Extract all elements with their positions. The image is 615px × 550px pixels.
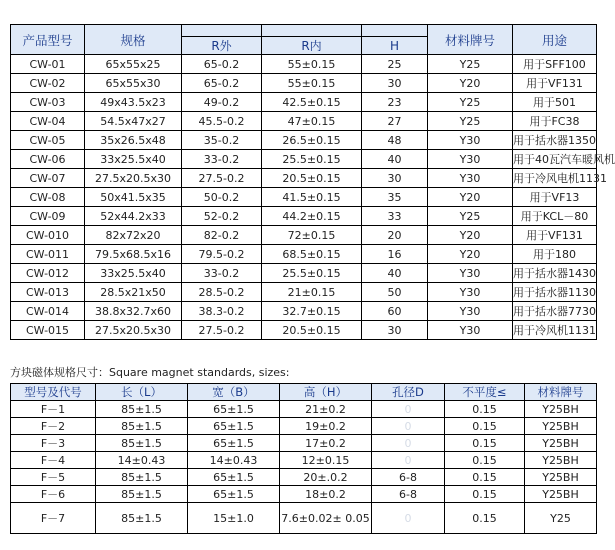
cell-spec: 49x43.5x23 (85, 93, 182, 112)
header-material: 材料牌号 (428, 25, 513, 55)
cell-r-outer: 27.5-0.2 (182, 321, 262, 340)
cell-flatness: 0.15 (445, 401, 525, 418)
cell-r-inner: 55±0.15 (262, 55, 362, 74)
cell-material: Y30 (428, 150, 513, 169)
cell-r-inner: 32.7±0.15 (262, 302, 362, 321)
cell-material-grade: Y25BH (525, 469, 597, 486)
cell-h: 23 (362, 93, 428, 112)
cell-model: CW-04 (11, 112, 85, 131)
cell-r-outer: 49-0.2 (182, 93, 262, 112)
header-r-inner: R内 (262, 37, 362, 55)
cell-r-outer: 65-0.2 (182, 55, 262, 74)
cell-r-inner: 55±0.15 (262, 74, 362, 93)
cell-usage: 用于括水器1130 (513, 283, 597, 302)
table-row (11, 452, 597, 469)
cell-material-grade: Y25BH (525, 401, 597, 418)
header-model: 产品型号 (11, 25, 85, 55)
cell-spec: 28.5x21x50 (85, 283, 182, 302)
cell-material-grade: Y25BH (525, 486, 597, 503)
cell-model: CW-08 (11, 188, 85, 207)
cell-model-code: F－1 (11, 401, 96, 418)
cell-spec: 82x72x20 (85, 226, 182, 245)
cell-width: 65±1.5 (188, 418, 280, 435)
cell-r-inner: 44.2±0.15 (262, 207, 362, 226)
cell-model: CW-05 (11, 131, 85, 150)
cell-usage: 用于180 (513, 245, 597, 264)
cell-height: 12±0.15 (280, 452, 372, 469)
cell-hole: 0 (372, 401, 445, 418)
cell-model: CW-09 (11, 207, 85, 226)
cell-material-grade: Y25BH (525, 452, 597, 469)
table-row (11, 418, 597, 435)
cell-spec: 27.5x20.5x30 (85, 321, 182, 340)
cell-material: Y20 (428, 74, 513, 93)
cell-flatness: 0.15 (445, 503, 525, 534)
cell-h: 48 (362, 131, 428, 150)
cell-h: 35 (362, 188, 428, 207)
cell-r-inner: 26.5±0.15 (262, 131, 362, 150)
cell-width: 65±1.5 (188, 401, 280, 418)
cell-h: 40 (362, 150, 428, 169)
cell-height: 17±0.2 (280, 435, 372, 452)
cell-material-grade: Y25 (525, 503, 597, 534)
cell-r-outer: 82-0.2 (182, 226, 262, 245)
cell-length: 85±1.5 (96, 486, 188, 503)
cell-model-code: F－5 (11, 469, 96, 486)
cell-model-code: F－6 (11, 486, 96, 503)
cell-usage: 用于KCL－80 (513, 207, 597, 226)
cell-usage: 用于SFF100 (513, 55, 597, 74)
cell-model: CW-014 (11, 302, 85, 321)
table-row (11, 321, 597, 340)
cell-width: 15±1.0 (188, 503, 280, 534)
cell-length: 85±1.5 (96, 503, 188, 534)
header-height: 高（H） (280, 384, 372, 401)
cell-width: 65±1.5 (188, 486, 280, 503)
table-row (11, 188, 597, 207)
cell-r-outer: 38.3-0.2 (182, 302, 262, 321)
table-row (11, 169, 597, 188)
cell-model: CW-011 (11, 245, 85, 264)
cell-usage: 用于40瓦汽车暖风机 (513, 150, 597, 169)
cell-spec: 65x55x30 (85, 74, 182, 93)
table-row (11, 74, 597, 93)
cell-material-grade: Y25BH (525, 418, 597, 435)
header-length: 长（L） (96, 384, 188, 401)
table-row (11, 112, 597, 131)
cell-r-outer: 52-0.2 (182, 207, 262, 226)
cell-model: CW-015 (11, 321, 85, 340)
cell-r-outer: 35-0.2 (182, 131, 262, 150)
table-row (11, 245, 597, 264)
cell-r-inner: 20.5±0.15 (262, 169, 362, 188)
table-row (11, 207, 597, 226)
cell-hole: 6-8 (372, 486, 445, 503)
table-row (11, 264, 597, 283)
square-magnet-rows (11, 401, 597, 534)
cell-r-inner: 25.5±0.15 (262, 264, 362, 283)
table-row (11, 55, 597, 74)
cell-h: 50 (362, 283, 428, 302)
cell-length: 85±1.5 (96, 435, 188, 452)
cell-height: 21±0.2 (280, 401, 372, 418)
table-row (11, 302, 597, 321)
cell-spec: 38.8x32.7x60 (85, 302, 182, 321)
header-width: 宽（B） (188, 384, 280, 401)
cell-h: 30 (362, 169, 428, 188)
table-row (11, 150, 597, 169)
cell-material: Y30 (428, 321, 513, 340)
cell-flatness: 0.15 (445, 486, 525, 503)
cell-usage: 用于冷风电机1131 (513, 169, 597, 188)
cell-width: 14±0.43 (188, 452, 280, 469)
cell-usage: 用于括水器1350 (513, 131, 597, 150)
cell-model-code: F－3 (11, 435, 96, 452)
cell-model: CW-01 (11, 55, 85, 74)
cell-h: 33 (362, 207, 428, 226)
table-row (11, 435, 597, 452)
cell-model: CW-06 (11, 150, 85, 169)
cell-spec: 33x25.5x40 (85, 264, 182, 283)
cell-h: 60 (362, 302, 428, 321)
table-row (11, 503, 597, 534)
cell-r-inner: 68.5±0.15 (262, 245, 362, 264)
cell-r-outer: 45.5-0.2 (182, 112, 262, 131)
cell-hole: 0 (372, 418, 445, 435)
cell-hole: 0 (372, 452, 445, 469)
cell-h: 40 (362, 264, 428, 283)
cell-height: 18±0.2 (280, 486, 372, 503)
cell-r-outer: 27.5-0.2 (182, 169, 262, 188)
cell-model: CW-07 (11, 169, 85, 188)
cell-material: Y30 (428, 264, 513, 283)
cell-spec: 79.5x68.5x16 (85, 245, 182, 264)
cell-r-outer: 33-0.2 (182, 264, 262, 283)
table-row (11, 486, 597, 503)
table-row (11, 283, 597, 302)
cell-spec: 54.5x47x27 (85, 112, 182, 131)
cell-r-inner: 72±0.15 (262, 226, 362, 245)
cell-h: 20 (362, 226, 428, 245)
cell-spec: 50x41.5x35 (85, 188, 182, 207)
cell-material: Y30 (428, 169, 513, 188)
cell-h: 27 (362, 112, 428, 131)
table-row (11, 469, 597, 486)
cell-model-code: F－7 (11, 503, 96, 534)
cell-spec: 52x44.2x33 (85, 207, 182, 226)
cell-model: CW-010 (11, 226, 85, 245)
cell-r-inner: 41.5±0.15 (262, 188, 362, 207)
cell-flatness: 0.15 (445, 418, 525, 435)
cell-length: 85±1.5 (96, 469, 188, 486)
cell-hole: 6-8 (372, 469, 445, 486)
cell-spec: 27.5x20.5x30 (85, 169, 182, 188)
cell-material: Y20 (428, 245, 513, 264)
cell-length: 85±1.5 (96, 401, 188, 418)
cell-material-grade: Y25BH (525, 435, 597, 452)
cell-flatness: 0.15 (445, 435, 525, 452)
cell-r-inner: 25.5±0.15 (262, 150, 362, 169)
cell-model: CW-012 (11, 264, 85, 283)
table-row (11, 93, 597, 112)
cell-material: Y25 (428, 207, 513, 226)
cell-usage: 用于冷风机1131 (513, 321, 597, 340)
cell-flatness: 0.15 (445, 469, 525, 486)
header-material-grade: 材料牌号 (525, 384, 597, 401)
cell-flatness: 0.15 (445, 452, 525, 469)
cell-hole: 0 (372, 503, 445, 534)
table-row (11, 226, 597, 245)
cell-spec: 33x25.5x40 (85, 150, 182, 169)
cell-usage: 用于VF13 (513, 188, 597, 207)
cell-material: Y30 (428, 131, 513, 150)
header-spec: 规格 (85, 25, 182, 55)
cell-material: Y20 (428, 188, 513, 207)
cell-material: Y30 (428, 283, 513, 302)
cell-model: CW-02 (11, 74, 85, 93)
cell-h: 30 (362, 74, 428, 93)
cell-r-inner: 20.5±0.15 (262, 321, 362, 340)
cell-length: 85±1.5 (96, 418, 188, 435)
cell-length: 14±0.43 (96, 452, 188, 469)
square-magnet-caption: 方块磁体规格尺寸：Square magnet standards, sizes: (10, 366, 290, 379)
cell-spec: 35x26.5x48 (85, 131, 182, 150)
cell-usage: 用于括水器7730 (513, 302, 597, 321)
header-model-code: 型号及代号 (11, 384, 96, 401)
header-r-outer: R外 (182, 37, 262, 55)
cell-h: 16 (362, 245, 428, 264)
cell-model-code: F－4 (11, 452, 96, 469)
cell-model: CW-03 (11, 93, 85, 112)
cell-h: 30 (362, 321, 428, 340)
cell-model-code: F－2 (11, 418, 96, 435)
cell-usage: 用于VF131 (513, 74, 597, 93)
cell-height: 19±0.2 (280, 418, 372, 435)
cell-usage: 用于VF131 (513, 226, 597, 245)
cell-r-inner: 21±0.15 (262, 283, 362, 302)
cell-spec: 65x55x25 (85, 55, 182, 74)
cell-r-inner: 47±0.15 (262, 112, 362, 131)
cell-r-outer: 79.5-0.2 (182, 245, 262, 264)
cell-usage: 用于501 (513, 93, 597, 112)
cell-h: 25 (362, 55, 428, 74)
header-flatness: 不平度≤ (445, 384, 525, 401)
cell-hole: 0 (372, 435, 445, 452)
cell-r-outer: 50-0.2 (182, 188, 262, 207)
square-magnet-table (10, 383, 597, 534)
cell-r-outer: 28.5-0.2 (182, 283, 262, 302)
cell-material: Y20 (428, 226, 513, 245)
cell-material: Y25 (428, 112, 513, 131)
cell-material: Y25 (428, 93, 513, 112)
cell-material: Y25 (428, 55, 513, 74)
cell-material: Y30 (428, 302, 513, 321)
ring-magnet-table (10, 24, 615, 340)
table-row (11, 131, 597, 150)
cell-height: 7.6±0.02± 0.05 (280, 503, 372, 534)
table-row (11, 401, 597, 418)
cell-r-inner: 42.5±0.15 (262, 93, 362, 112)
cell-width: 65±1.5 (188, 469, 280, 486)
cell-width: 65±1.5 (188, 435, 280, 452)
cell-height: 20±.0.2 (280, 469, 372, 486)
ring-magnet-rows (11, 55, 615, 340)
header-hole: 孔径D (372, 384, 445, 401)
cell-model: CW-013 (11, 283, 85, 302)
header-h: H (362, 37, 428, 55)
cell-r-outer: 33-0.2 (182, 150, 262, 169)
cell-r-outer: 65-0.2 (182, 74, 262, 93)
cell-usage: 用于括水器1430 (513, 264, 597, 283)
cell-usage: 用于FC38 (513, 112, 597, 131)
header-usage: 用途 (513, 25, 597, 55)
